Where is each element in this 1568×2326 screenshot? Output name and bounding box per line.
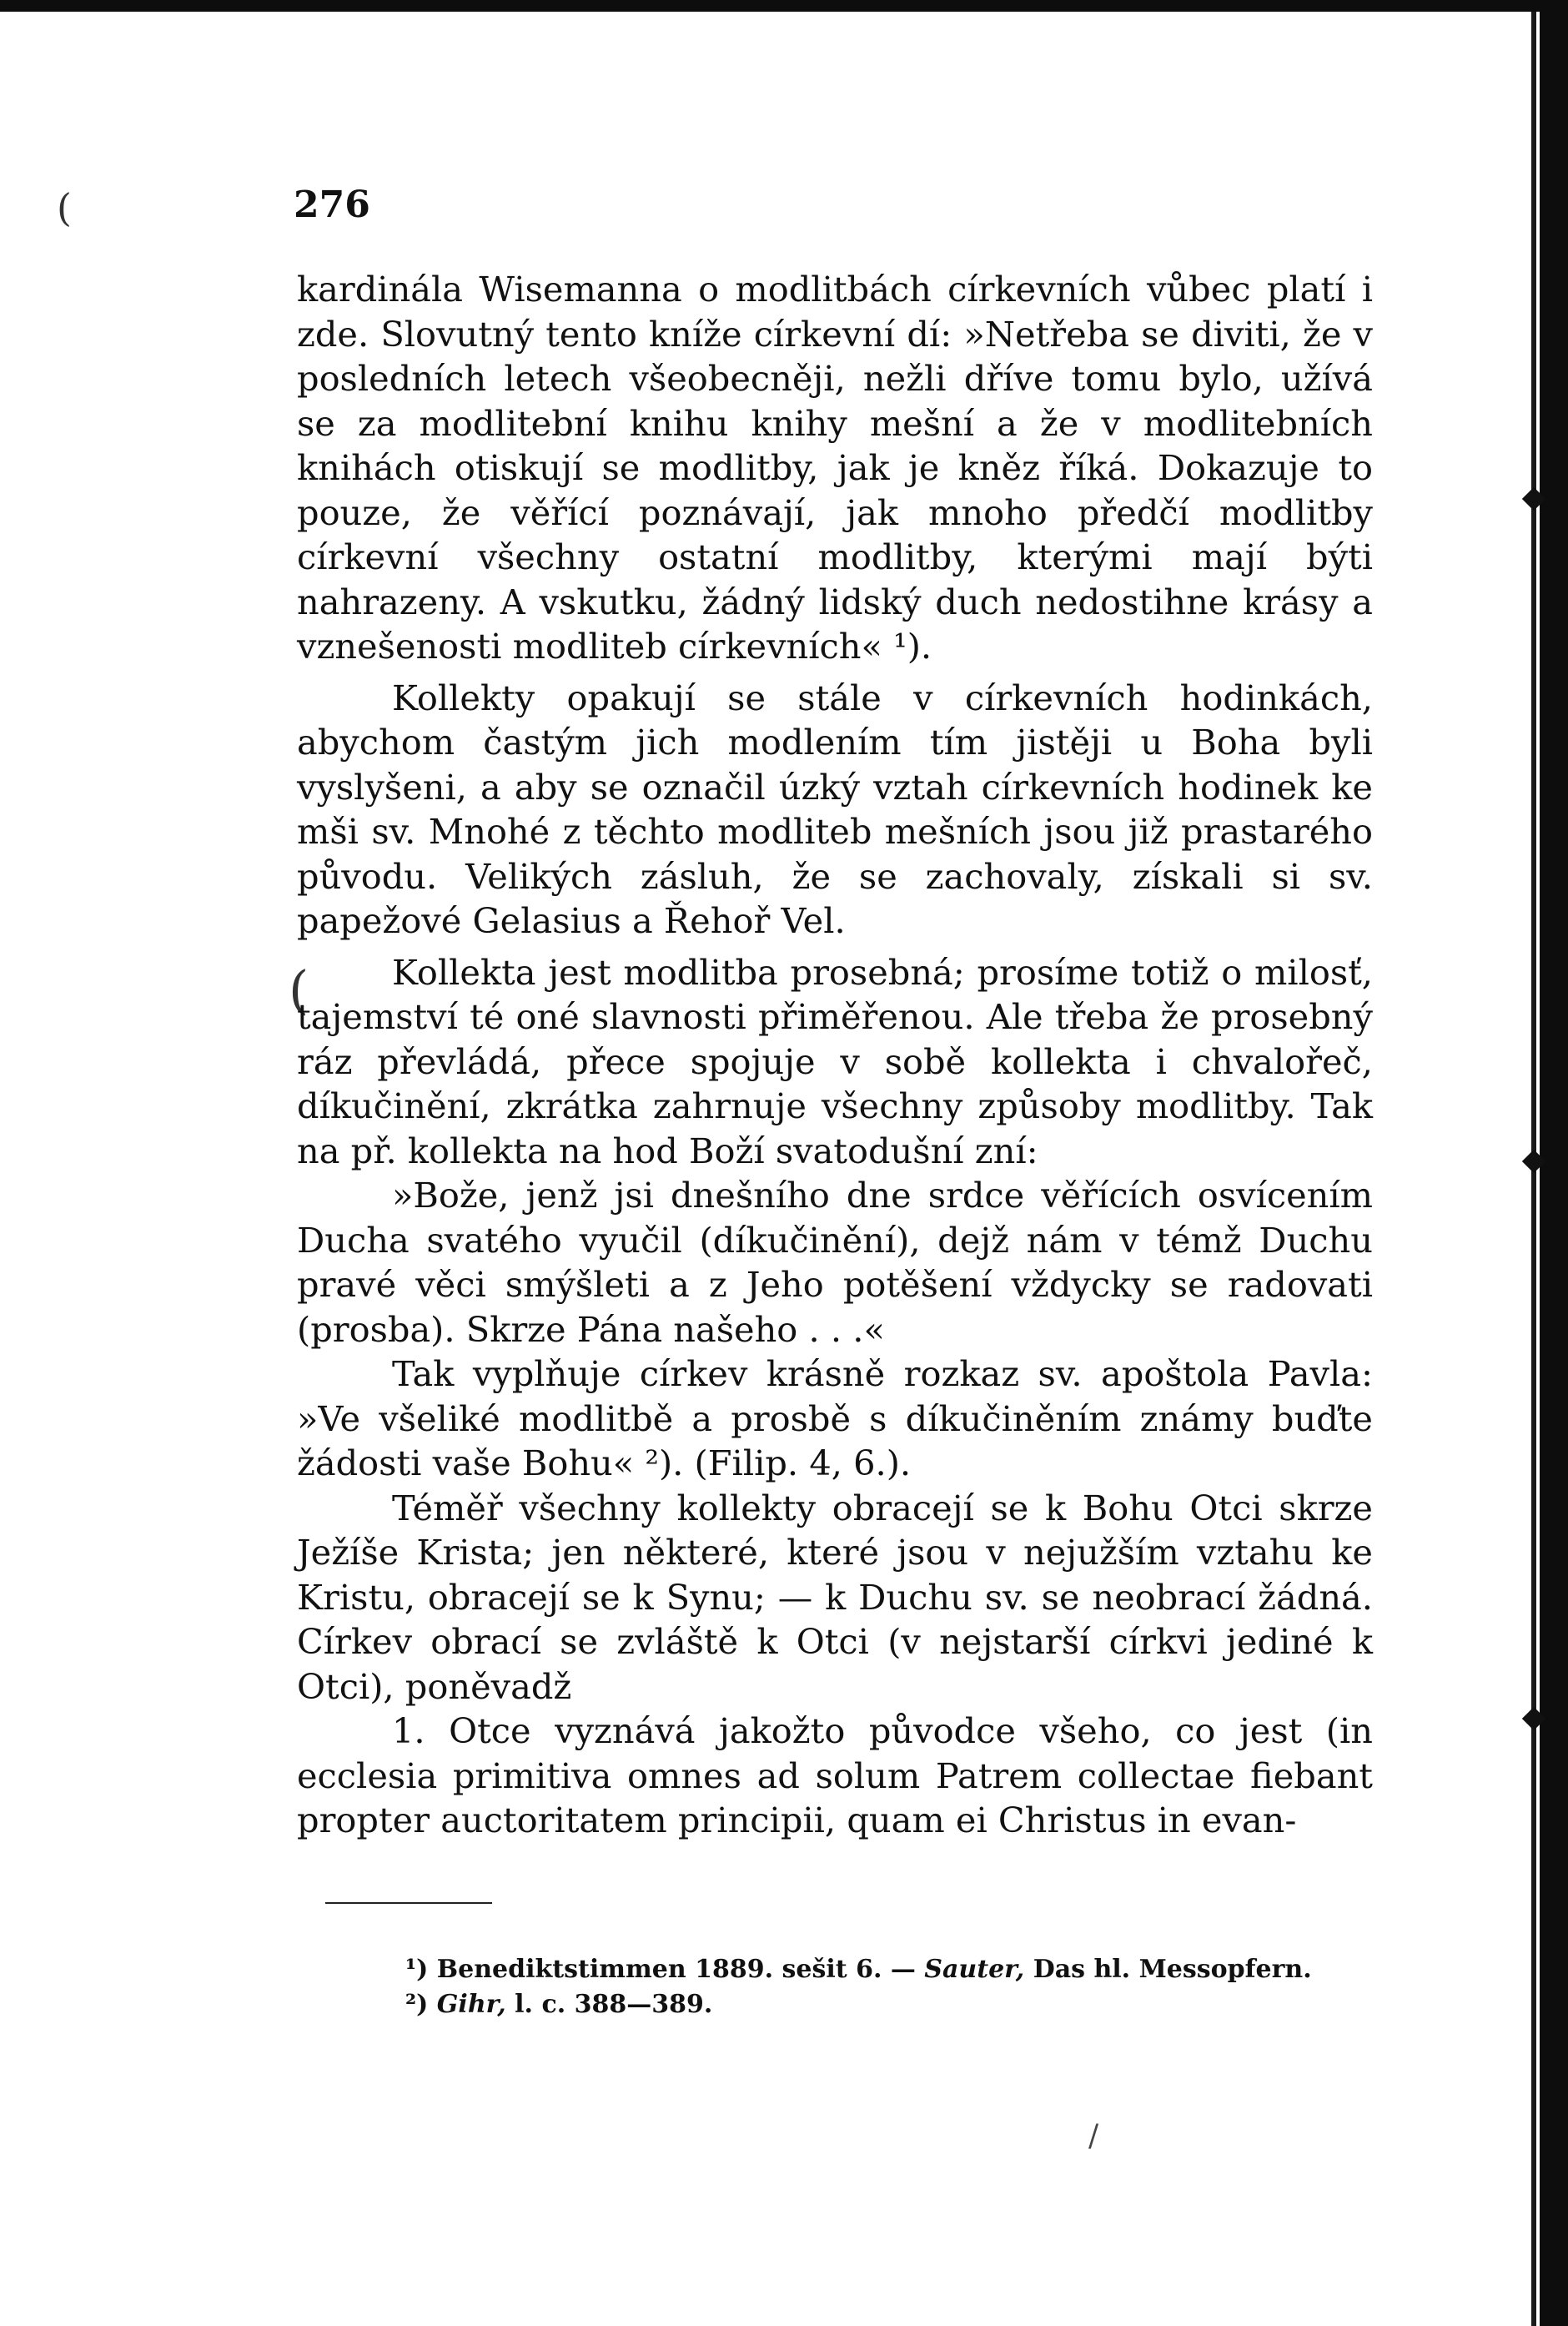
paragraph: kardinála Wisemanna o modlitbách církevních vůbec platí i zde. Slovutný tento kníže církevní dí: »Netřeba se diviti, že v posledních letech všeobecněji, nežli dříve tomu bylo, užívá se za modlitební knihu knihy mešní a že v modlitebních knihách otiskují se modlitby, jak je kněz říká. Dokazuje to pouze, že věřící poznávají, jak mnoho předčí modlitby církevní všechny ostatní modlitby, kterými mají býti nahrazeny. A vskutku, žádný lidský duch nedostihne krásy a vznešenosti modliteb církevních« ¹).: [297, 269, 1373, 667]
footnote-1: [405, 1952, 1356, 1987]
footnote-author: Sauter,: [924, 1955, 1025, 1984]
footnote-author: Gihr,: [436, 1990, 506, 2019]
footnote-2: [405, 1987, 1356, 2022]
paragraph: Téměř všechny kollekty obracejí se k Bohu Otci skrze Ježíše Krista; jen některé, které jsou v nejužším vztahu ke Kristu, obracejí se k Synu; — k Duchu sv. se neobrací žádná. Církev obrací se zvláště k Otci (v nejstarší církvi jediné k Otci), poněvadž: [297, 1487, 1373, 1707]
paragraph: 1. Otce vyznává jakožto původce všeho, co jest (in ecclesia primitiva omnes ad solum Patrem collectae fiebant propter auctoritatem principii, quam ei Christus in evan-: [297, 1710, 1373, 1840]
footnote-mark: ¹): [405, 1955, 429, 1984]
paragraph: »Bože, jenž jsi dnešního dne srdce věřících osvícením Ducha svatého vyučil (díkučinění), dejž nám v témž Duchu pravé věci smýšleti a z Jeho potěšení vždycky se radovati (prosba). Skrze Pána našeho . . .«: [297, 1175, 1373, 1350]
paragraph: Kollekty opakují se stále v církevních hodinkách, abychom častým jich modlením tím jistěji u Boha byli vyslyšeni, a aby se označil úzký vztah církevních hodinek ke mši sv. Mnohé z těchto modliteb mešních jsou již prastarého původu. Velikých zásluh, že se zachovaly, získali si sv. papežové Gelasius a Řehoř Vel.: [297, 677, 1373, 941]
footnote-text: Das hl. Messopfern.: [1033, 1955, 1312, 1984]
footnote-divider: [325, 1902, 492, 1904]
margin-pencil-bracket: (: [289, 959, 309, 1020]
footnotes: [405, 1952, 1356, 2022]
footnote-mark: ²): [405, 1990, 429, 2019]
paragraph: Tak vyplňuje církev krásně rozkaz sv. apoštola Pavla: »Ve všeliké modlitbě a prosbě s díkučiněním známy buďte žádosti vaše Bohu« ²). (Filip. 4, 6.).: [297, 1353, 1373, 1483]
scan-top-border: [0, 0, 1568, 12]
footnote-text: Benediktstimmen 1889. sešit 6. —: [436, 1955, 916, 1984]
paragraph: Kollekta jest modlitba prosebná; prosíme totiž o milosť, tajemství té oné slavnosti přiměřenou. Ale třeba že prosebný ráz převládá, přece spojuje v sobě kollekta i chvalořeč, díkučinění, zkrátka zahrnuje všechny způsoby modlitby. Tak na př. kollekta na hod Boží svatodušní zní:: [297, 951, 1373, 1171]
footnote-text: l. c. 388—389.: [515, 1990, 713, 2019]
margin-pencil-mark: /: [1088, 2119, 1099, 2153]
body-text: [297, 267, 1373, 1843]
margin-pencil-mark: (: [57, 185, 72, 230]
page-number: 276: [294, 184, 370, 226]
